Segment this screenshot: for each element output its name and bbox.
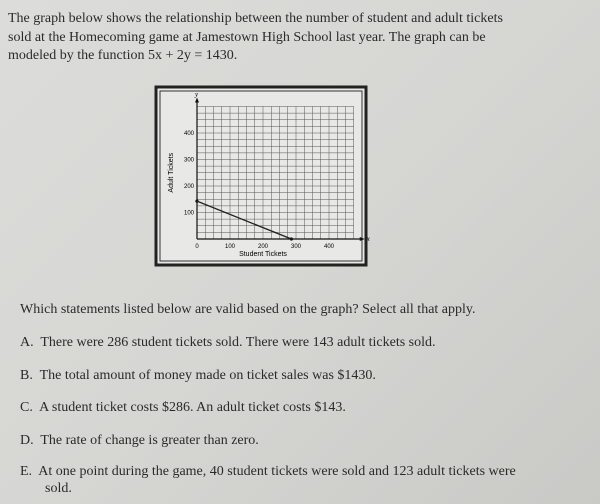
- ticket-graph: [155, 86, 370, 266]
- option-e-continued: sold.: [45, 481, 72, 496]
- x-axis-name: x: [366, 235, 370, 243]
- intro-paragraph: [8, 10, 503, 66]
- x-tick-label: 0: [195, 244, 199, 250]
- grid: [197, 107, 354, 240]
- x-tick-label: 100: [224, 244, 236, 250]
- x-axis-label: Student Tickets: [239, 251, 287, 258]
- option-b[interactable]: [20, 368, 376, 384]
- option-e[interactable]: [20, 464, 516, 480]
- x-tick-label: 300: [290, 244, 302, 250]
- option-letter: D.: [20, 433, 34, 448]
- option-c[interactable]: [20, 400, 346, 416]
- option-letter: B.: [20, 368, 33, 383]
- y-axis-name: y: [195, 90, 199, 99]
- y-tick-label: 100: [183, 210, 194, 217]
- graph-frame: [156, 87, 366, 265]
- intro-line: The graph below shows the relationship between the number of student and adult tickets: [8, 11, 503, 26]
- y-axis-label: Adult Tickets: [168, 152, 175, 193]
- x-tick-label: 400: [323, 244, 335, 250]
- option-letter: E.: [20, 464, 33, 479]
- y-tick-label: 200: [183, 184, 194, 190]
- option-text: At one point during the game, 40 student tickets were sold and 123 adult tickets were: [38, 464, 516, 479]
- y-tick-label: 300: [183, 157, 194, 164]
- option-text: The total amount of money made on ticket sales was $1430.: [39, 368, 376, 383]
- y-tick-label: 400: [183, 131, 194, 137]
- option-text: The rate of change is greater than zero.: [40, 433, 259, 448]
- option-letter: A.: [20, 335, 34, 350]
- option-text: A student ticket costs $286. An adult ticket costs $143.: [39, 400, 346, 415]
- option-d[interactable]: [20, 433, 259, 449]
- intro-line: sold at the Homecoming game at Jamestown High School last year. The graph can be: [8, 29, 486, 45]
- x-tick-label: 200: [257, 244, 269, 250]
- option-letter: C.: [20, 400, 33, 415]
- option-a[interactable]: [20, 335, 436, 351]
- question-text: Which statements listed below are valid based on the graph? Select all that apply.: [20, 302, 476, 317]
- intro-line: modeled by the function 5x + 2y = 1430.: [8, 48, 238, 63]
- option-text: There were 286 student tickets sold. There were 143 adult tickets sold.: [40, 335, 436, 350]
